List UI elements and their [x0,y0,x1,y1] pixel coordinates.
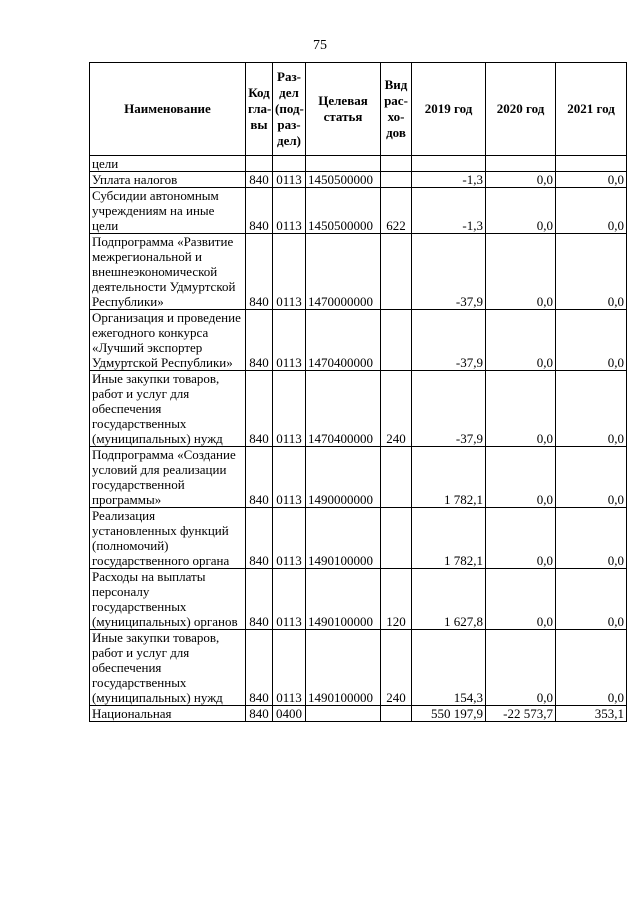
cell-2020: 0,0 [486,630,556,706]
cell-target: 1470400000 [306,310,381,371]
cell-2021: 0,0 [556,508,627,569]
cell-2020: 0,0 [486,234,556,310]
cell-2020: 0,0 [486,371,556,447]
cell-2020: -22 573,7 [486,706,556,722]
cell-kod: 840 [246,371,273,447]
cell-2020: 0,0 [486,447,556,508]
cell-2021: 0,0 [556,188,627,234]
cell-2019: 1 782,1 [412,447,486,508]
cell-name: Иные закупки товаров, работ и услуг для обеспечения государственных (муниципальных) нужд [90,630,246,706]
table-row [90,630,627,706]
cell-2021: 353,1 [556,706,627,722]
cell-razdel: 0113 [273,630,306,706]
cell-name: Расходы на выплаты персоналу государственных (муниципальных) органов [90,569,246,630]
cell-2019: -37,9 [412,310,486,371]
cell-target: 1470000000 [306,234,381,310]
cell-2019: 1 782,1 [412,508,486,569]
cell-2019: 154,3 [412,630,486,706]
cell-name: Национальная [90,706,246,722]
cell-kod: 840 [246,310,273,371]
table-row [90,508,627,569]
header-2019: 2019 год [412,63,486,156]
cell-name: Субсидии автономным учреждениям на иные цели [90,188,246,234]
cell-razdel [273,156,306,172]
table-row [90,188,627,234]
cell-kod: 840 [246,508,273,569]
cell-name: Иные закупки товаров, работ и услуг для обеспечения государственных (муниципальных) нужд [90,371,246,447]
budget-table [89,62,627,722]
cell-2021: 0,0 [556,569,627,630]
header-name: Наименование [90,63,246,156]
cell-2021: 0,0 [556,310,627,371]
cell-2020: 0,0 [486,188,556,234]
header-target: Целевая статья [306,63,381,156]
header-2021: 2021 год [556,63,627,156]
table-row [90,371,627,447]
cell-name: Организация и проведение ежегодного конкурса «Лучший экспортер Удмуртской Республики» [90,310,246,371]
cell-2020 [486,156,556,172]
cell-vid: 240 [381,371,412,447]
cell-target: 1490100000 [306,569,381,630]
cell-name: Уплата налогов [90,172,246,188]
table-row [90,706,627,722]
cell-kod: 840 [246,172,273,188]
cell-target: 1450500000 [306,188,381,234]
cell-2020: 0,0 [486,508,556,569]
table-row [90,447,627,508]
cell-2019: -37,9 [412,371,486,447]
cell-2019: -37,9 [412,234,486,310]
cell-razdel: 0113 [273,188,306,234]
cell-vid: 120 [381,569,412,630]
cell-2019: 1 627,8 [412,569,486,630]
cell-kod: 840 [246,188,273,234]
cell-vid [381,706,412,722]
cell-2020: 0,0 [486,310,556,371]
cell-2021 [556,156,627,172]
cell-vid [381,156,412,172]
cell-vid [381,310,412,371]
cell-vid: 240 [381,630,412,706]
cell-target: 1490100000 [306,508,381,569]
cell-2019: 550 197,9 [412,706,486,722]
cell-target [306,156,381,172]
cell-razdel: 0113 [273,310,306,371]
cell-2021: 0,0 [556,172,627,188]
cell-razdel: 0113 [273,234,306,310]
cell-vid [381,447,412,508]
cell-name: цели [90,156,246,172]
cell-razdel: 0400 [273,706,306,722]
header-kod: Код гла- вы [246,63,273,156]
table-header-row [90,63,627,156]
cell-2019 [412,156,486,172]
cell-2019: -1,3 [412,188,486,234]
cell-2021: 0,0 [556,234,627,310]
table-row [90,156,627,172]
cell-2021: 0,0 [556,447,627,508]
cell-target: 1490100000 [306,630,381,706]
cell-name: Подпрограмма «Создание условий для реализации государственной программы» [90,447,246,508]
cell-kod: 840 [246,706,273,722]
cell-vid [381,508,412,569]
cell-2020: 0,0 [486,569,556,630]
cell-vid: 622 [381,188,412,234]
cell-2021: 0,0 [556,371,627,447]
cell-target: 1490000000 [306,447,381,508]
cell-kod: 840 [246,569,273,630]
cell-2019: -1,3 [412,172,486,188]
cell-kod: 840 [246,447,273,508]
cell-vid [381,234,412,310]
page-number: 75 [313,38,327,53]
cell-razdel: 0113 [273,172,306,188]
cell-razdel: 0113 [273,447,306,508]
cell-name: Реализация установленных функций (полномочий) государственного органа [90,508,246,569]
cell-name: Подпрограмма «Развитие межрегиональной и внешнеэкономической деятельности Удмуртской Республики» [90,234,246,310]
header-vid: Вид рас- хо- дов [381,63,412,156]
header-razdel: Раз- дел (под- раз- дел) [273,63,306,156]
table-row [90,310,627,371]
table-body [90,156,627,722]
cell-razdel: 0113 [273,508,306,569]
cell-kod: 840 [246,630,273,706]
cell-target: 1450500000 [306,172,381,188]
cell-kod [246,156,273,172]
cell-2020: 0,0 [486,172,556,188]
cell-target [306,706,381,722]
table-row [90,234,627,310]
header-2020: 2020 год [486,63,556,156]
table-row [90,172,627,188]
cell-kod: 840 [246,234,273,310]
table-row [90,569,627,630]
cell-razdel: 0113 [273,569,306,630]
cell-razdel: 0113 [273,371,306,447]
cell-2021: 0,0 [556,630,627,706]
cell-target: 1470400000 [306,371,381,447]
cell-vid [381,172,412,188]
